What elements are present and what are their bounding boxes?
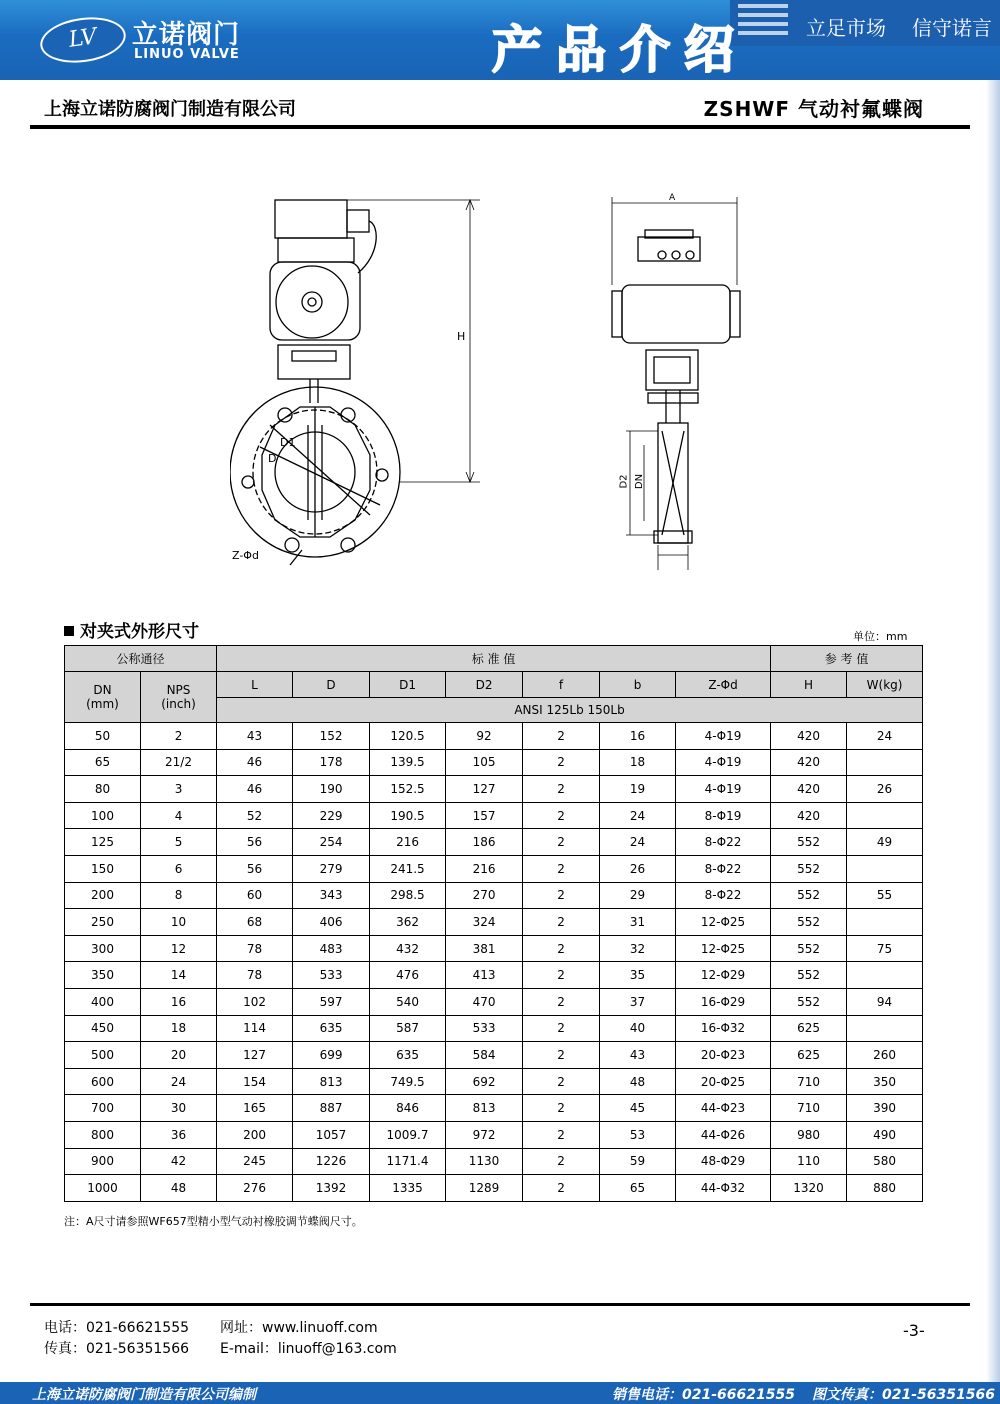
table-cell: 625 [771,1042,847,1069]
table-cell: 2 [523,935,600,962]
contact-fax: 传真：021-56351566 [44,1341,190,1357]
section-title: 对夹式外形尺寸 [64,617,199,642]
table-cell: 1000 [65,1175,141,1202]
table-cell: 10 [141,909,217,936]
header-pressure-class: ANSI 125Lb 150Lb [217,698,923,723]
table-cell: 241.5 [370,855,446,882]
table-cell: 4-Φ19 [676,776,771,803]
table-cell [847,962,923,989]
table-cell: 20-Φ23 [676,1042,771,1069]
table-cell: 152 [293,723,370,750]
table-cell: 32 [600,935,676,962]
table-cell: 75 [847,935,923,962]
table-cell: 279 [293,855,370,882]
table-cell [847,802,923,829]
table-cell: 21/2 [141,749,217,776]
table-cell: 699 [293,1042,370,1069]
table-cell: 552 [771,909,847,936]
table-cell: 540 [370,988,446,1015]
table-cell: 229 [293,802,370,829]
table-cell: 552 [771,962,847,989]
table-cell: 102 [217,988,293,1015]
header-rule [30,125,970,129]
table-cell: 24 [600,802,676,829]
header-col-l: L [217,672,293,698]
header-col-d2: D2 [446,672,523,698]
label-dn: DN [634,473,646,490]
table-cell: 324 [446,909,523,936]
header-nominal: 公称通径 [65,646,217,672]
table-cell: 276 [217,1175,293,1202]
table-cell: 26 [600,855,676,882]
table-cell: 2 [523,723,600,750]
header-title: 产品介绍 [492,21,748,79]
table-cell: 105 [446,749,523,776]
table-cell: 2 [523,749,600,776]
table-cell: 127 [217,1042,293,1069]
table-cell: 390 [847,1095,923,1122]
table-cell: 6 [141,855,217,882]
table-cell: 92 [446,723,523,750]
page-number: -3- [903,1321,925,1340]
table-cell: 190.5 [370,802,446,829]
table-cell: 846 [370,1095,446,1122]
table-cell: 18 [600,749,676,776]
table-cell: 65 [65,749,141,776]
table-row [65,1015,923,1042]
table-row [65,1121,923,1148]
table-cell: 245 [217,1148,293,1175]
table-cell: 483 [293,935,370,962]
table-cell: 44-Φ26 [676,1121,771,1148]
table-cell: 55 [847,882,923,909]
table-cell: 3 [141,776,217,803]
table-cell: 14 [141,962,217,989]
table-body [65,723,923,1202]
table-cell: 94 [847,988,923,1015]
table-cell: 2 [523,882,600,909]
header-col-d: D [293,672,370,698]
unit-label: 单位：mm [853,630,908,643]
table-cell: 65 [600,1175,676,1202]
table-cell: 597 [293,988,370,1015]
table-cell: 216 [370,829,446,856]
table-cell: 24 [141,1068,217,1095]
table-cell: 80 [65,776,141,803]
table-row [65,909,923,936]
table-cell: 12-Φ25 [676,935,771,962]
table-cell: 1009.7 [370,1121,446,1148]
table-row [65,829,923,856]
header-col-weight: W(kg) [847,672,923,698]
table-cell: 56 [217,855,293,882]
label-d1: D1 [280,436,296,449]
label-h: H [457,330,466,343]
table-cell: 362 [370,909,446,936]
label-holes: Z-Φd [232,549,259,562]
header-reference: 参 考 值 [771,646,923,672]
table-row [65,749,923,776]
table-cell: 5 [141,829,217,856]
table-cell: 36 [141,1121,217,1148]
table-cell: 154 [217,1068,293,1095]
table-cell: 2 [523,776,600,803]
table-cell: 60 [217,882,293,909]
contact-phone: 电话：021-66621555 [44,1320,190,1336]
table-cell: 4-Φ19 [676,749,771,776]
table-cell: 254 [293,829,370,856]
bullet-square-icon [64,626,74,636]
table-cell: 343 [293,882,370,909]
header-standard: 标 准 值 [217,646,771,672]
table-cell: 1130 [446,1148,523,1175]
slogan-right: 信守诺言 [912,16,992,40]
table-cell: 552 [771,855,847,882]
company-name: 上海立诺防腐阀门制造有限公司 [44,99,296,120]
table-cell: 2 [523,1148,600,1175]
table-cell: 260 [847,1042,923,1069]
table-cell: 52 [217,802,293,829]
table-cell: 30 [141,1095,217,1122]
table-cell: 12 [141,935,217,962]
table-cell: 16 [141,988,217,1015]
table-cell: 178 [293,749,370,776]
table-cell: 16 [600,723,676,750]
table-cell: 2 [523,802,600,829]
side-gradient-bar [986,80,1000,1385]
table-cell: 600 [65,1068,141,1095]
table-cell: 26 [847,776,923,803]
table-cell: 68 [217,909,293,936]
table-cell: 48 [141,1175,217,1202]
table-row [65,962,923,989]
footer-compiler: 上海立诺防腐阀门制造有限公司编制 [32,1387,256,1403]
table-row [65,1148,923,1175]
table-cell: 24 [847,723,923,750]
table-cell: 533 [293,962,370,989]
header-col-b: b [600,672,676,698]
table-cell [847,855,923,882]
table-cell: 552 [771,829,847,856]
table-cell: 45 [600,1095,676,1122]
table-cell: 420 [771,802,847,829]
table-cell: 980 [771,1121,847,1148]
table-row [65,802,923,829]
table-cell: 150 [65,855,141,882]
logo-english-name: LINUO VALVE [134,47,240,62]
table-cell: 2 [523,962,600,989]
table-cell: 476 [370,962,446,989]
contact-email[interactable]: E-mail：linuoff@163.com [220,1341,397,1357]
label-d2: D2 [618,474,630,489]
table-cell: 2 [523,829,600,856]
table-cell: 78 [217,935,293,962]
table-cell: 4 [141,802,217,829]
table-cell: 420 [771,776,847,803]
table-cell: 813 [446,1095,523,1122]
table-cell: 1320 [771,1175,847,1202]
footer-fax: 图文传真：021-56351566 [812,1387,995,1403]
table-cell: 710 [771,1095,847,1122]
contact-website[interactable]: 网址：www.linuoff.com [220,1320,378,1336]
table-cell: 56 [217,829,293,856]
table-cell: 470 [446,988,523,1015]
page-footer [0,1382,1000,1404]
table-cell: 450 [65,1015,141,1042]
table-cell: 635 [370,1042,446,1069]
table-cell: 127 [446,776,523,803]
table-cell: 16-Φ32 [676,1015,771,1042]
table-cell: 490 [847,1121,923,1148]
table-cell: 710 [771,1068,847,1095]
table-cell: 250 [65,909,141,936]
table-cell: 300 [65,935,141,962]
table-cell: 2 [523,855,600,882]
table-cell: 12-Φ29 [676,962,771,989]
table-cell: 48 [600,1068,676,1095]
table-cell: 44-Φ32 [676,1175,771,1202]
table-cell [847,1015,923,1042]
table-cell: 139.5 [370,749,446,776]
table-cell: 635 [293,1015,370,1042]
table-cell: 432 [370,935,446,962]
table-cell: 500 [65,1042,141,1069]
header-dn: DN (mm) [65,672,141,723]
table-cell: 46 [217,776,293,803]
table-cell: 59 [600,1148,676,1175]
table-cell: 420 [771,749,847,776]
table-cell: 8-Φ22 [676,829,771,856]
table-cell: 1171.4 [370,1148,446,1175]
table-cell: 120.5 [370,723,446,750]
table-row [65,1175,923,1202]
table-cell: 1335 [370,1175,446,1202]
table-cell [847,909,923,936]
table-cell: 2 [523,1015,600,1042]
table-cell: 813 [293,1068,370,1095]
table-row [65,988,923,1015]
table-cell: 587 [370,1015,446,1042]
table-cell: 625 [771,1015,847,1042]
table-cell: 406 [293,909,370,936]
table-cell: 42 [141,1148,217,1175]
table-cell: 20-Φ25 [676,1068,771,1095]
table-cell: 2 [523,1175,600,1202]
table-cell: 692 [446,1068,523,1095]
table-cell: 110 [771,1148,847,1175]
table-cell: 49 [847,829,923,856]
table-cell: 20 [141,1042,217,1069]
table-cell: 552 [771,988,847,1015]
header-col-d1: D1 [370,672,446,698]
table-cell: 2 [523,1068,600,1095]
table-cell: 270 [446,882,523,909]
table-cell: 2 [523,1121,600,1148]
table-cell: 8-Φ22 [676,882,771,909]
table-row [65,1068,923,1095]
table-cell: 19 [600,776,676,803]
table-cell: 552 [771,882,847,909]
table-cell: 1057 [293,1121,370,1148]
slogan-left: 立足市场 [806,16,886,40]
table-cell: 8-Φ22 [676,855,771,882]
table-cell: 31 [600,909,676,936]
label-d: D [268,452,277,465]
table-cell: 216 [446,855,523,882]
table-cell: 43 [600,1042,676,1069]
table-cell: 24 [600,829,676,856]
table-cell: 78 [217,962,293,989]
footer-rule [30,1303,970,1306]
table-cell: 420 [771,723,847,750]
linuo-logo-icon: LV [37,12,128,68]
table-cell: 8 [141,882,217,909]
table-cell: 413 [446,962,523,989]
table-cell: 2 [523,988,600,1015]
table-cell: 880 [847,1175,923,1202]
table-cell: 44-Φ23 [676,1095,771,1122]
table-cell: 200 [217,1121,293,1148]
table-row [65,935,923,962]
table-row [65,776,923,803]
table-note: 注：A尺寸请参照WF657型精小型气动衬橡胶调节蝶阀尺寸。 [64,1215,363,1228]
dimensions-table [64,645,923,1202]
valve-front-view-drawing [230,185,490,575]
table-cell: 350 [65,962,141,989]
table-row [65,855,923,882]
table-row [65,1095,923,1122]
table-cell: 2 [523,909,600,936]
table-cell: 552 [771,935,847,962]
table-cell: 16-Φ29 [676,988,771,1015]
table-cell: 125 [65,829,141,856]
table-cell: 1226 [293,1148,370,1175]
valve-side-view-drawing [600,195,750,575]
table-cell: 29 [600,882,676,909]
table-cell: 580 [847,1148,923,1175]
table-cell: 2 [523,1042,600,1069]
footer-sales-phone: 销售电话：021-66621555 [612,1387,795,1403]
table-cell: 46 [217,749,293,776]
table-cell: 2 [523,1095,600,1122]
table-row [65,723,923,750]
logo-chinese-name: 立诺阀门 [132,20,241,50]
table-cell: 972 [446,1121,523,1148]
table-cell: 43 [217,723,293,750]
table-cell: 18 [141,1015,217,1042]
table-cell: 35 [600,962,676,989]
table-cell: 400 [65,988,141,1015]
table-cell: 2 [141,723,217,750]
table-cell: 53 [600,1121,676,1148]
table-cell: 100 [65,802,141,829]
table-cell: 50 [65,723,141,750]
page-header [0,0,1000,80]
table-cell: 157 [446,802,523,829]
table-cell: 8-Φ19 [676,802,771,829]
table-cell: 37 [600,988,676,1015]
header-nps: NPS (inch) [141,672,217,723]
table-cell: 186 [446,829,523,856]
table-cell: 749.5 [370,1068,446,1095]
table-cell: 533 [446,1015,523,1042]
table-cell: 381 [446,935,523,962]
header-col-h: H [771,672,847,698]
table-row [65,882,923,909]
table-cell: 800 [65,1121,141,1148]
table-cell: 298.5 [370,882,446,909]
table-cell: 1289 [446,1175,523,1202]
table-cell: 4-Φ19 [676,723,771,750]
table-cell: 12-Φ25 [676,909,771,936]
table-cell: 165 [217,1095,293,1122]
table-cell: 40 [600,1015,676,1042]
table-cell: 200 [65,882,141,909]
table-cell: 584 [446,1042,523,1069]
table-cell: 900 [65,1148,141,1175]
header-col-holes: Z-Φd [676,672,771,698]
table-cell: 350 [847,1068,923,1095]
table-cell [847,749,923,776]
table-row [65,1042,923,1069]
table-cell: 152.5 [370,776,446,803]
header-col-f: f [523,672,600,698]
table-cell: 190 [293,776,370,803]
table-cell: 48-Φ29 [676,1148,771,1175]
table-cell: 1392 [293,1175,370,1202]
table-cell: 114 [217,1015,293,1042]
table-cell: 887 [293,1095,370,1122]
product-name: ZSHWF 气动衬氟蝶阀 [703,97,924,121]
table-cell: 700 [65,1095,141,1122]
label-a: A [669,193,676,203]
